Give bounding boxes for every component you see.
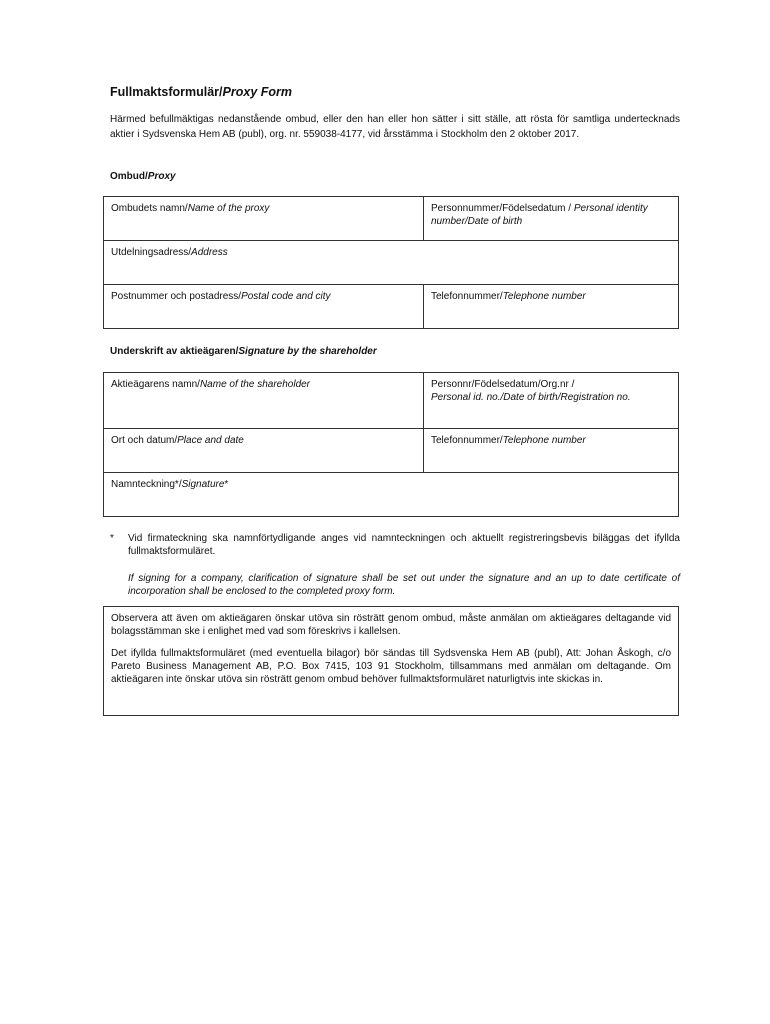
signature-field[interactable]: [104, 473, 679, 517]
proxy-name-label-sv: Ombudets namn/: [111, 203, 188, 214]
shareholder-id-field[interactable]: [424, 373, 679, 429]
footnote-asterisk: *: [110, 533, 114, 544]
shareholder-phone-label-sv: Telefonnummer/: [431, 435, 503, 446]
proxy-pid-label-en: Personal identity number/Date of birth: [431, 203, 648, 227]
shareholder-section-heading: [110, 346, 377, 357]
proxy-section-heading: [110, 171, 176, 182]
place-date-label-en: Place and date: [177, 435, 244, 446]
signature-label-en: Signature: [181, 479, 225, 490]
proxy-phone-field[interactable]: [424, 285, 679, 329]
footnote-english: If signing for a company, clarification of signature shall be set out under the signature and an up to date certificate of incorporation shall be enclosed to the completed proxy form.: [128, 573, 680, 597]
signature-asterisk: *: [224, 479, 229, 490]
notice-box: [103, 606, 679, 716]
proxy-address-label-en: Address: [191, 247, 228, 258]
shareholder-name-label-sv: Aktieägarens namn/: [111, 379, 200, 390]
shareholder-heading-en: Signature by the shareholder: [238, 346, 377, 357]
proxy-address-label-sv: Utdelningsadress/: [111, 247, 192, 258]
proxy-pid-label-sv: Personnummer/Födelsedatum /: [431, 203, 574, 214]
proxy-pid-field[interactable]: [424, 197, 679, 241]
place-date-field[interactable]: [104, 429, 424, 473]
shareholder-name-field[interactable]: [104, 373, 424, 429]
proxy-phone-label-en: Telephone number: [502, 291, 586, 302]
proxy-heading-en: Proxy: [147, 171, 176, 182]
proxy-name-field[interactable]: [104, 197, 424, 241]
shareholder-id-label-sv: Personnr/Födelsedatum/Org.nr /: [431, 379, 575, 390]
footnote-text-sv: Vid firmateckning ska namnförtydligande anges vid namnteckningen och aktuellt registreringsbevis biläggas det ifyllda fullmaktsformuläret.: [128, 533, 680, 557]
notice-paragraph-1: Observera att även om aktieägaren önskar utöva sin rösträtt genom ombud, måste anmälan om aktieägares deltagande vid bolagsstämman ske i enlighet med vad som föreskrivs i kallelsen.: [111, 613, 671, 637]
shareholder-phone-label-en: Telephone number: [502, 435, 586, 446]
proxy-address-field[interactable]: [104, 241, 679, 285]
signature-label-sv: Namnteckning*/: [111, 479, 182, 490]
shareholder-id-label-en: Personal id. no./Date of birth/Registration no.: [431, 392, 631, 403]
proxy-postal-label-sv: Postnummer och postadress/: [111, 291, 242, 302]
place-date-label-sv: Ort och datum/: [111, 435, 178, 446]
page-title: [110, 85, 292, 99]
proxy-postal-label-en: Postal code and city: [241, 291, 331, 302]
shareholder-phone-field[interactable]: [424, 429, 679, 473]
title-swedish: Fullmaktsformulär/: [110, 85, 223, 99]
proxy-phone-label-sv: Telefonnummer/: [431, 291, 503, 302]
shareholder-name-label-en: Name of the shareholder: [199, 379, 311, 390]
proxy-heading-sv: Ombud/: [110, 171, 148, 182]
shareholder-table: [103, 372, 679, 517]
title-english: Proxy Form: [222, 85, 292, 99]
proxy-table: [103, 196, 679, 329]
notice-paragraph-2: Det ifyllda fullmaktsformuläret (med eventuella bilagor) bör sändas till Sydsvenska Hem AB (publ), Att: Johan Åskogh, c/o Pareto Business Management AB, P.O. Box 7415, 103 91 Stockholm, tillsammans med anmälan om deltagande. Om aktieägaren inte önskar utöva sin rösträtt genom ombud behöver fullmaktsformuläret naturligtvis inte skickas in.: [111, 648, 671, 685]
proxy-name-label-en: Name of the proxy: [187, 203, 270, 214]
shareholder-heading-sv: Underskrift av aktieägaren/: [110, 346, 239, 357]
proxy-postal-field[interactable]: [104, 285, 424, 329]
intro-paragraph: Härmed befullmäktigas nedanstående ombud, eller den han eller hon sätter i sitt ställe, att rösta för samtliga undertecknads aktier i Sydsvenska Hem AB (publ), org. nr. 559038-4177, vid årsstämma i Stockholm den 2 oktober 2017.: [110, 114, 680, 140]
